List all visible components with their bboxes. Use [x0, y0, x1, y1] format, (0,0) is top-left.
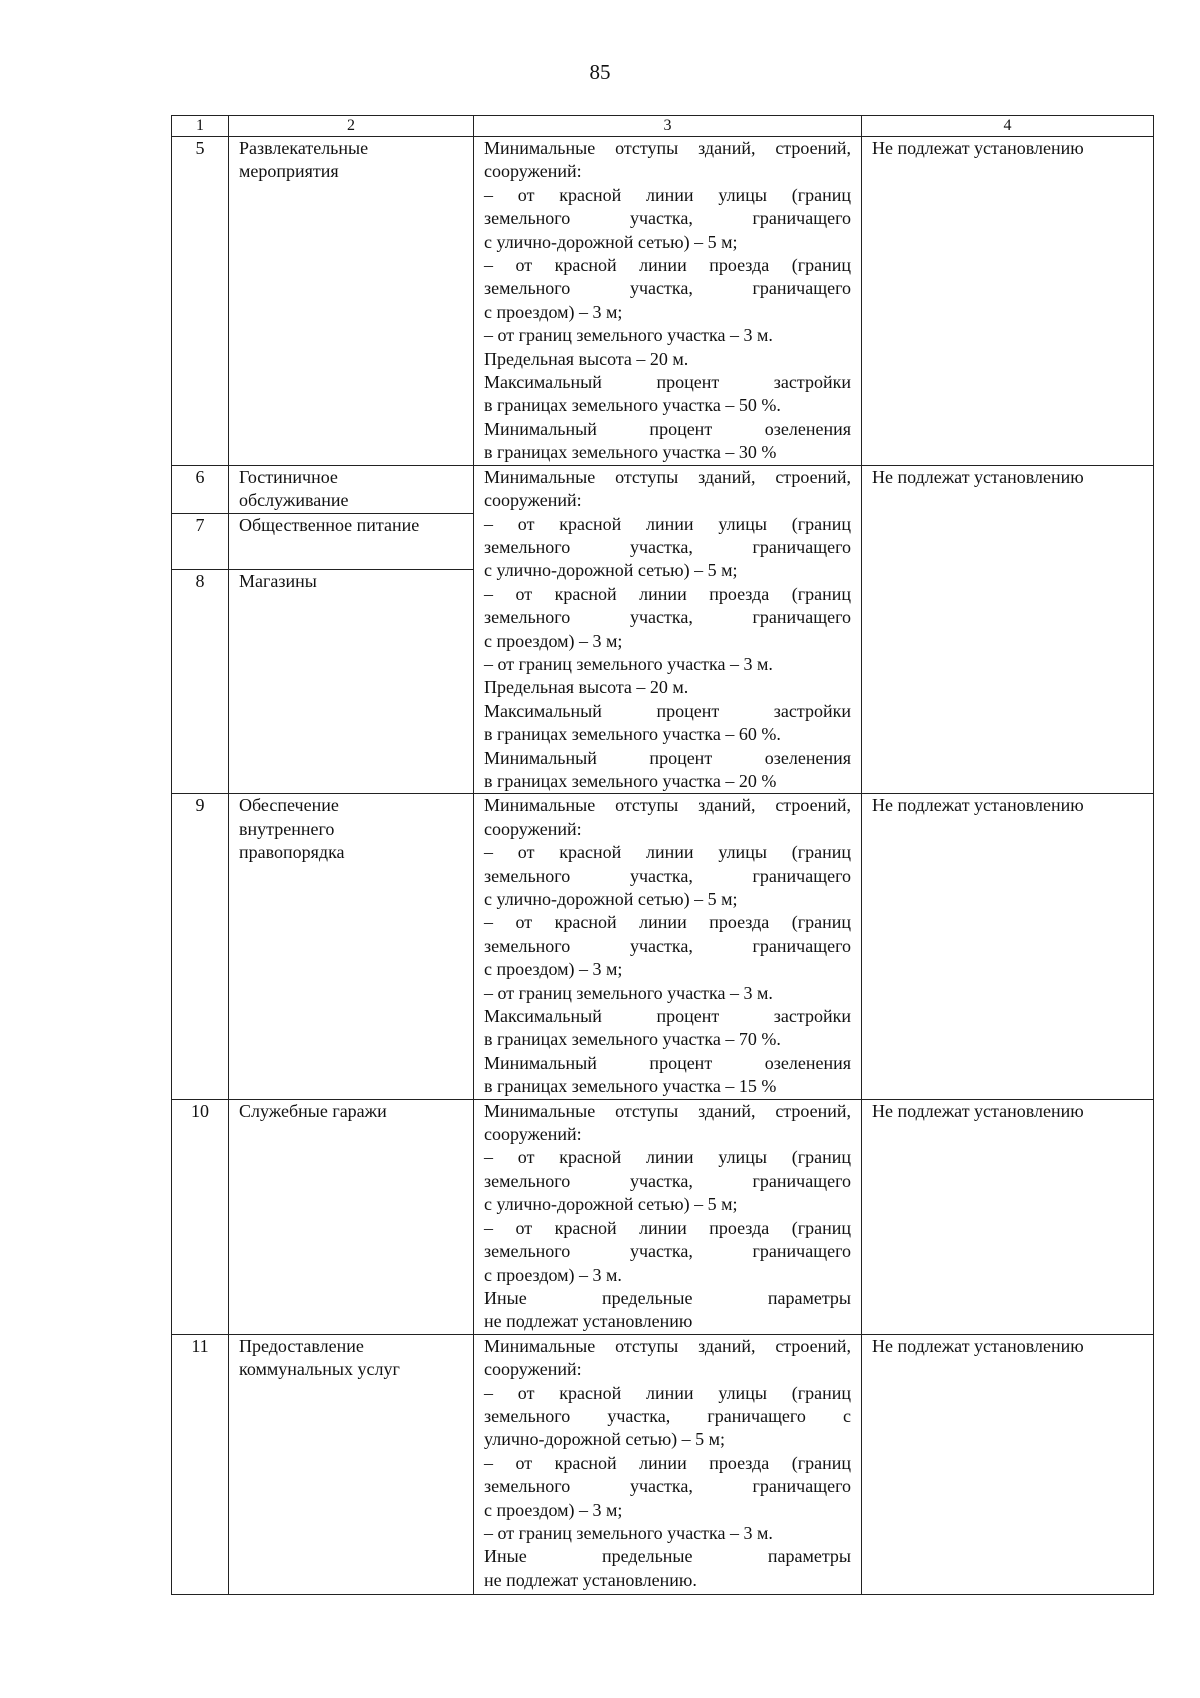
- param-line: – от границ земельного участка – 3 м.: [484, 653, 773, 674]
- param-line: Предельная высота – 20 м.: [484, 348, 689, 369]
- param-line: – от красной линии улицы (границ: [484, 513, 851, 534]
- param-line: сооружений:: [484, 818, 582, 839]
- row-number: 5: [172, 137, 229, 466]
- use-type-name: [229, 513, 474, 569]
- param-line: земельного участка, граничащего: [484, 935, 851, 956]
- use-type-name: [229, 465, 474, 513]
- table-row: [172, 465, 1154, 513]
- name-line: мероприятия: [239, 161, 339, 182]
- param-line: в границах земельного участка – 20 %: [484, 770, 777, 791]
- row-number: 7: [172, 513, 229, 569]
- param-line: Предельная высота – 20 м.: [484, 677, 689, 698]
- param-line: Максимальный процент застройки: [484, 700, 851, 721]
- table-header-row: [172, 116, 1154, 137]
- param-line: в границах земельного участка – 30 %: [484, 442, 777, 463]
- param-line: земельного участка, граничащего: [484, 278, 851, 299]
- row-number: 11: [172, 1334, 229, 1594]
- param-line: земельного участка, граничащего с: [484, 1405, 851, 1426]
- param-line: – от границ земельного участка – 3 м.: [484, 325, 773, 346]
- param-line: земельного участка, граничащего: [484, 1170, 851, 1191]
- param-line: Минимальные отступы зданий, строений,: [484, 1100, 851, 1121]
- param-line: не подлежат установлению.: [484, 1569, 697, 1590]
- parameters-cell: [474, 794, 862, 1099]
- name-line: Магазины: [239, 570, 317, 591]
- name-line: внутреннего: [239, 818, 335, 839]
- param-line: – от красной линии улицы (границ: [484, 1147, 851, 1168]
- param-line: Минимальные отступы зданий, строений,: [484, 1335, 851, 1356]
- table-row: [172, 794, 1154, 1099]
- param-line: земельного участка, граничащего: [484, 1241, 851, 1262]
- column-header: 1: [172, 116, 229, 137]
- param-line: земельного участка, граничащего: [484, 1476, 851, 1497]
- column-header: 2: [229, 116, 474, 137]
- param-line: сооружений:: [484, 490, 582, 511]
- param-line: Максимальный процент застройки: [484, 372, 851, 393]
- param-line: в границах земельного участка – 50 %.: [484, 395, 781, 416]
- param-line: Иные предельные параметры: [484, 1287, 851, 1308]
- parameters-cell: [474, 465, 862, 794]
- param-line: сооружений:: [484, 1124, 582, 1145]
- param-line: – от красной линии улицы (границ: [484, 842, 851, 863]
- param-line: – от красной линии проезда (границ: [484, 583, 851, 604]
- param-line: Минимальные отступы зданий, строений,: [484, 138, 851, 158]
- regulations-table: [171, 115, 1154, 1595]
- name-line: коммунальных услуг: [239, 1359, 400, 1380]
- other-parameters-cell: Не подлежат установлению: [862, 1334, 1154, 1594]
- other-parameters-cell: Не подлежат установлению: [862, 137, 1154, 466]
- name-line: Предоставление: [239, 1335, 364, 1356]
- table-row: [172, 137, 1154, 466]
- param-line: Минимальные отступы зданий, строений,: [484, 466, 851, 487]
- column-header: 4: [862, 116, 1154, 137]
- name-line: обслуживание: [239, 490, 349, 511]
- table-row: [172, 1099, 1154, 1334]
- param-line: с проездом) – 3 м;: [484, 959, 623, 980]
- param-line: – от красной линии проезда (границ: [484, 1452, 851, 1473]
- param-line: – от красной линии проезда (границ: [484, 255, 851, 276]
- use-type-name: [229, 794, 474, 1099]
- param-line: сооружений:: [484, 1359, 582, 1380]
- name-line: Общественное питание: [239, 514, 420, 535]
- param-line: с улично-дорожной сетью) – 5 м;: [484, 889, 738, 909]
- param-line: Максимальный процент застройки: [484, 1006, 851, 1027]
- param-line: с проездом) – 3 м;: [484, 301, 623, 322]
- param-line: с улично-дорожной сетью) – 5 м;: [484, 560, 738, 581]
- row-number: 10: [172, 1099, 229, 1334]
- row-number: 6: [172, 465, 229, 513]
- other-parameters-cell: Не подлежат установлению: [862, 465, 1154, 794]
- param-line: с проездом) – 3 м;: [484, 1499, 623, 1520]
- name-line: Обеспечение: [239, 795, 339, 816]
- param-line: сооружений:: [484, 161, 582, 182]
- name-line: Служебные гаражи: [239, 1100, 387, 1121]
- row-number: 8: [172, 569, 229, 794]
- param-line: в границах земельного участка – 70 %.: [484, 1029, 781, 1050]
- param-line: земельного участка, граничащего: [484, 208, 851, 229]
- param-line: Минимальный процент озеленения: [484, 747, 851, 768]
- other-parameters-cell: Не подлежат установлению: [862, 1099, 1154, 1334]
- table-row: [172, 1334, 1154, 1594]
- use-type-name: [229, 1334, 474, 1594]
- param-line: Минимальный процент озеленения: [484, 418, 851, 439]
- param-line: с проездом) – 3 м.: [484, 1264, 622, 1285]
- column-header: 3: [474, 116, 862, 137]
- param-line: – от красной линии улицы (границ: [484, 184, 851, 205]
- param-line: земельного участка, граничащего: [484, 607, 851, 628]
- use-type-name: [229, 1099, 474, 1334]
- parameters-cell: [474, 1334, 862, 1594]
- parameters-cell: [474, 1099, 862, 1334]
- other-parameters-cell: Не подлежат установлению: [862, 794, 1154, 1099]
- param-line: в границах земельного участка – 60 %.: [484, 724, 781, 745]
- param-line: земельного участка, граничащего: [484, 865, 851, 886]
- page-number: 85: [589, 60, 611, 84]
- param-line: с улично-дорожной сетью) – 5 м;: [484, 1194, 738, 1215]
- row-number: 9: [172, 794, 229, 1099]
- param-line: – от границ земельного участка – 3 м.: [484, 982, 773, 1003]
- name-line: Гостиничное: [239, 466, 338, 487]
- name-line: Развлекательные: [239, 138, 369, 158]
- param-line: Иные предельные параметры: [484, 1546, 851, 1567]
- use-type-name: [229, 569, 474, 794]
- name-line: правопорядка: [239, 842, 345, 863]
- param-line: с проездом) – 3 м;: [484, 630, 623, 651]
- param-line: – от красной линии улицы (границ: [484, 1382, 851, 1403]
- param-line: Минимальный процент озеленения: [484, 1052, 851, 1073]
- param-line: в границах земельного участка – 15 %: [484, 1076, 777, 1097]
- param-line: Минимальные отступы зданий, строений,: [484, 795, 851, 816]
- param-line: не подлежат установлению: [484, 1311, 693, 1332]
- param-line: земельного участка, граничащего: [484, 536, 851, 557]
- use-type-name: [229, 137, 474, 466]
- param-line: – от границ земельного участка – 3 м.: [484, 1522, 773, 1543]
- parameters-cell: [474, 137, 862, 466]
- param-line: – от красной линии проезда (границ: [484, 1217, 851, 1238]
- param-line: улично-дорожной сетью) – 5 м;: [484, 1429, 726, 1450]
- param-line: с улично-дорожной сетью) – 5 м;: [484, 231, 738, 252]
- param-line: – от красной линии проезда (границ: [484, 912, 851, 933]
